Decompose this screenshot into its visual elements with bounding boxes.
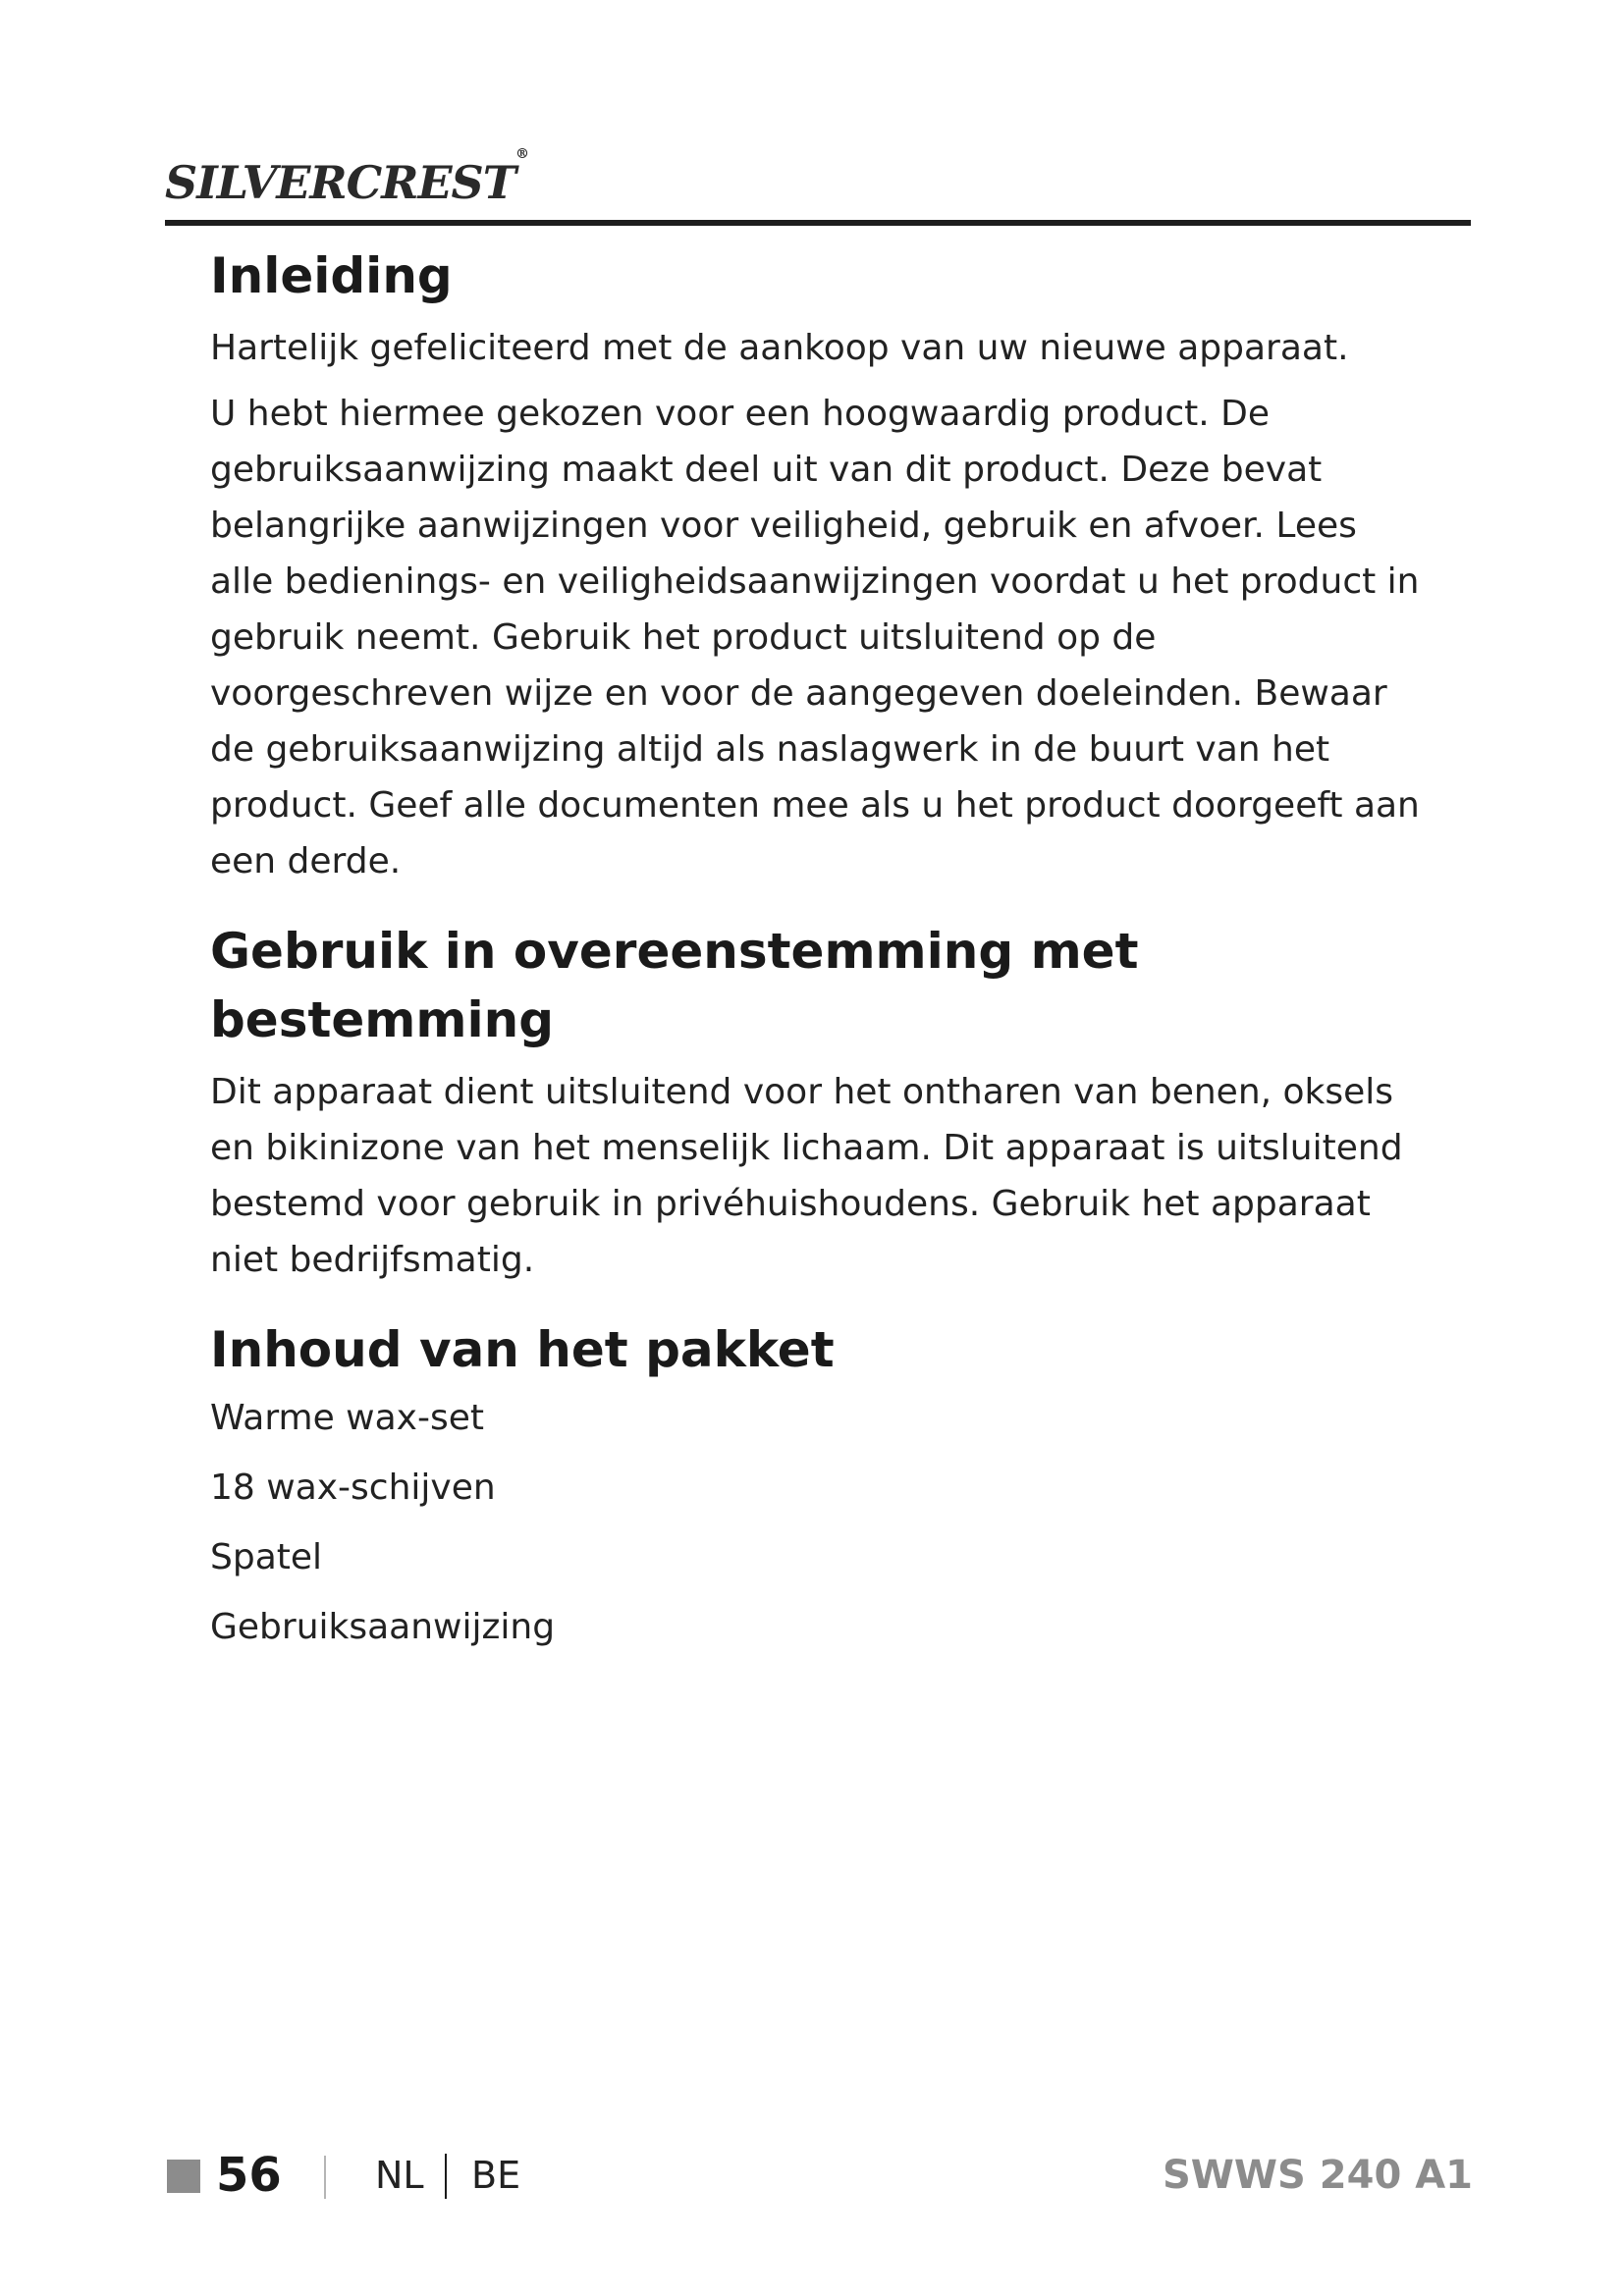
- list-item: Gebruiksaanwijzing: [210, 1607, 556, 1647]
- section-intro: [210, 241, 1428, 889]
- list-item: Warme wax-set: [210, 1398, 484, 1438]
- intro-heading: Inleiding: [210, 247, 453, 304]
- footer-divider: [445, 2154, 447, 2199]
- page-number: 56: [216, 2148, 282, 2203]
- registered-mark: ®: [514, 146, 528, 162]
- contents-list: [210, 1390, 1428, 1655]
- section-intended-use: [210, 917, 1428, 1288]
- contents-heading: Inhoud van het pakket: [210, 1321, 835, 1378]
- list-item: 18 wax-schijven: [210, 1468, 496, 1508]
- footer-divider: [324, 2156, 326, 2199]
- language-code: NL: [375, 2154, 424, 2197]
- section-contents: [210, 1315, 1428, 1655]
- brand-logo-crest: CREST: [346, 156, 515, 209]
- intro-paragraph-1: Hartelijk gefeliciteerd met de aankoop van uw nieuwe apparaat.: [210, 328, 1349, 368]
- intended-use-paragraph: Dit apparaat dient uitsluitend voor het ontharen van benen, oksels en bikinizone van het menselijk lichaam. Dit apparaat is uitsluitend bestemd voor gebruik in privéhuishoudens. Gebruik het apparaat niet bedrijfsmatig.: [210, 1072, 1403, 1280]
- list-item: Spatel: [210, 1537, 323, 1577]
- page-footer: [167, 2146, 1473, 2205]
- intended-use-heading: Gebruik in overeenstemming met bestemming: [210, 923, 1139, 1048]
- header-rule: [165, 220, 1471, 226]
- model-number: SWWS 240 A1: [1163, 2153, 1473, 2198]
- brand-logo-silver: SILVER: [165, 156, 347, 209]
- brand-logo: [165, 147, 528, 208]
- region-code: BE: [471, 2154, 521, 2197]
- footer-marker: [167, 2160, 200, 2193]
- page-content: [210, 241, 1428, 1655]
- intro-paragraph-2: U hebt hiermee gekozen voor een hoogwaardig product. De gebruiksaanwijzing maakt deel uit van dit product. Deze bevat belangrijke aanwijzingen voor veiligheid, gebruik en afvoer. Lees alle bedienings- en veiligheidsaanwijzingen voordat u het product in gebruik neemt. Gebruik het product uitsluitend op de voorgeschreven wijze en voor de aangegeven doeleinden. Bewaar de gebruiksaanwijzing altijd als naslagwerk in de buurt van het product. Geef alle documenten mee als u het product doorgeeft aan een derde.: [210, 394, 1420, 881]
